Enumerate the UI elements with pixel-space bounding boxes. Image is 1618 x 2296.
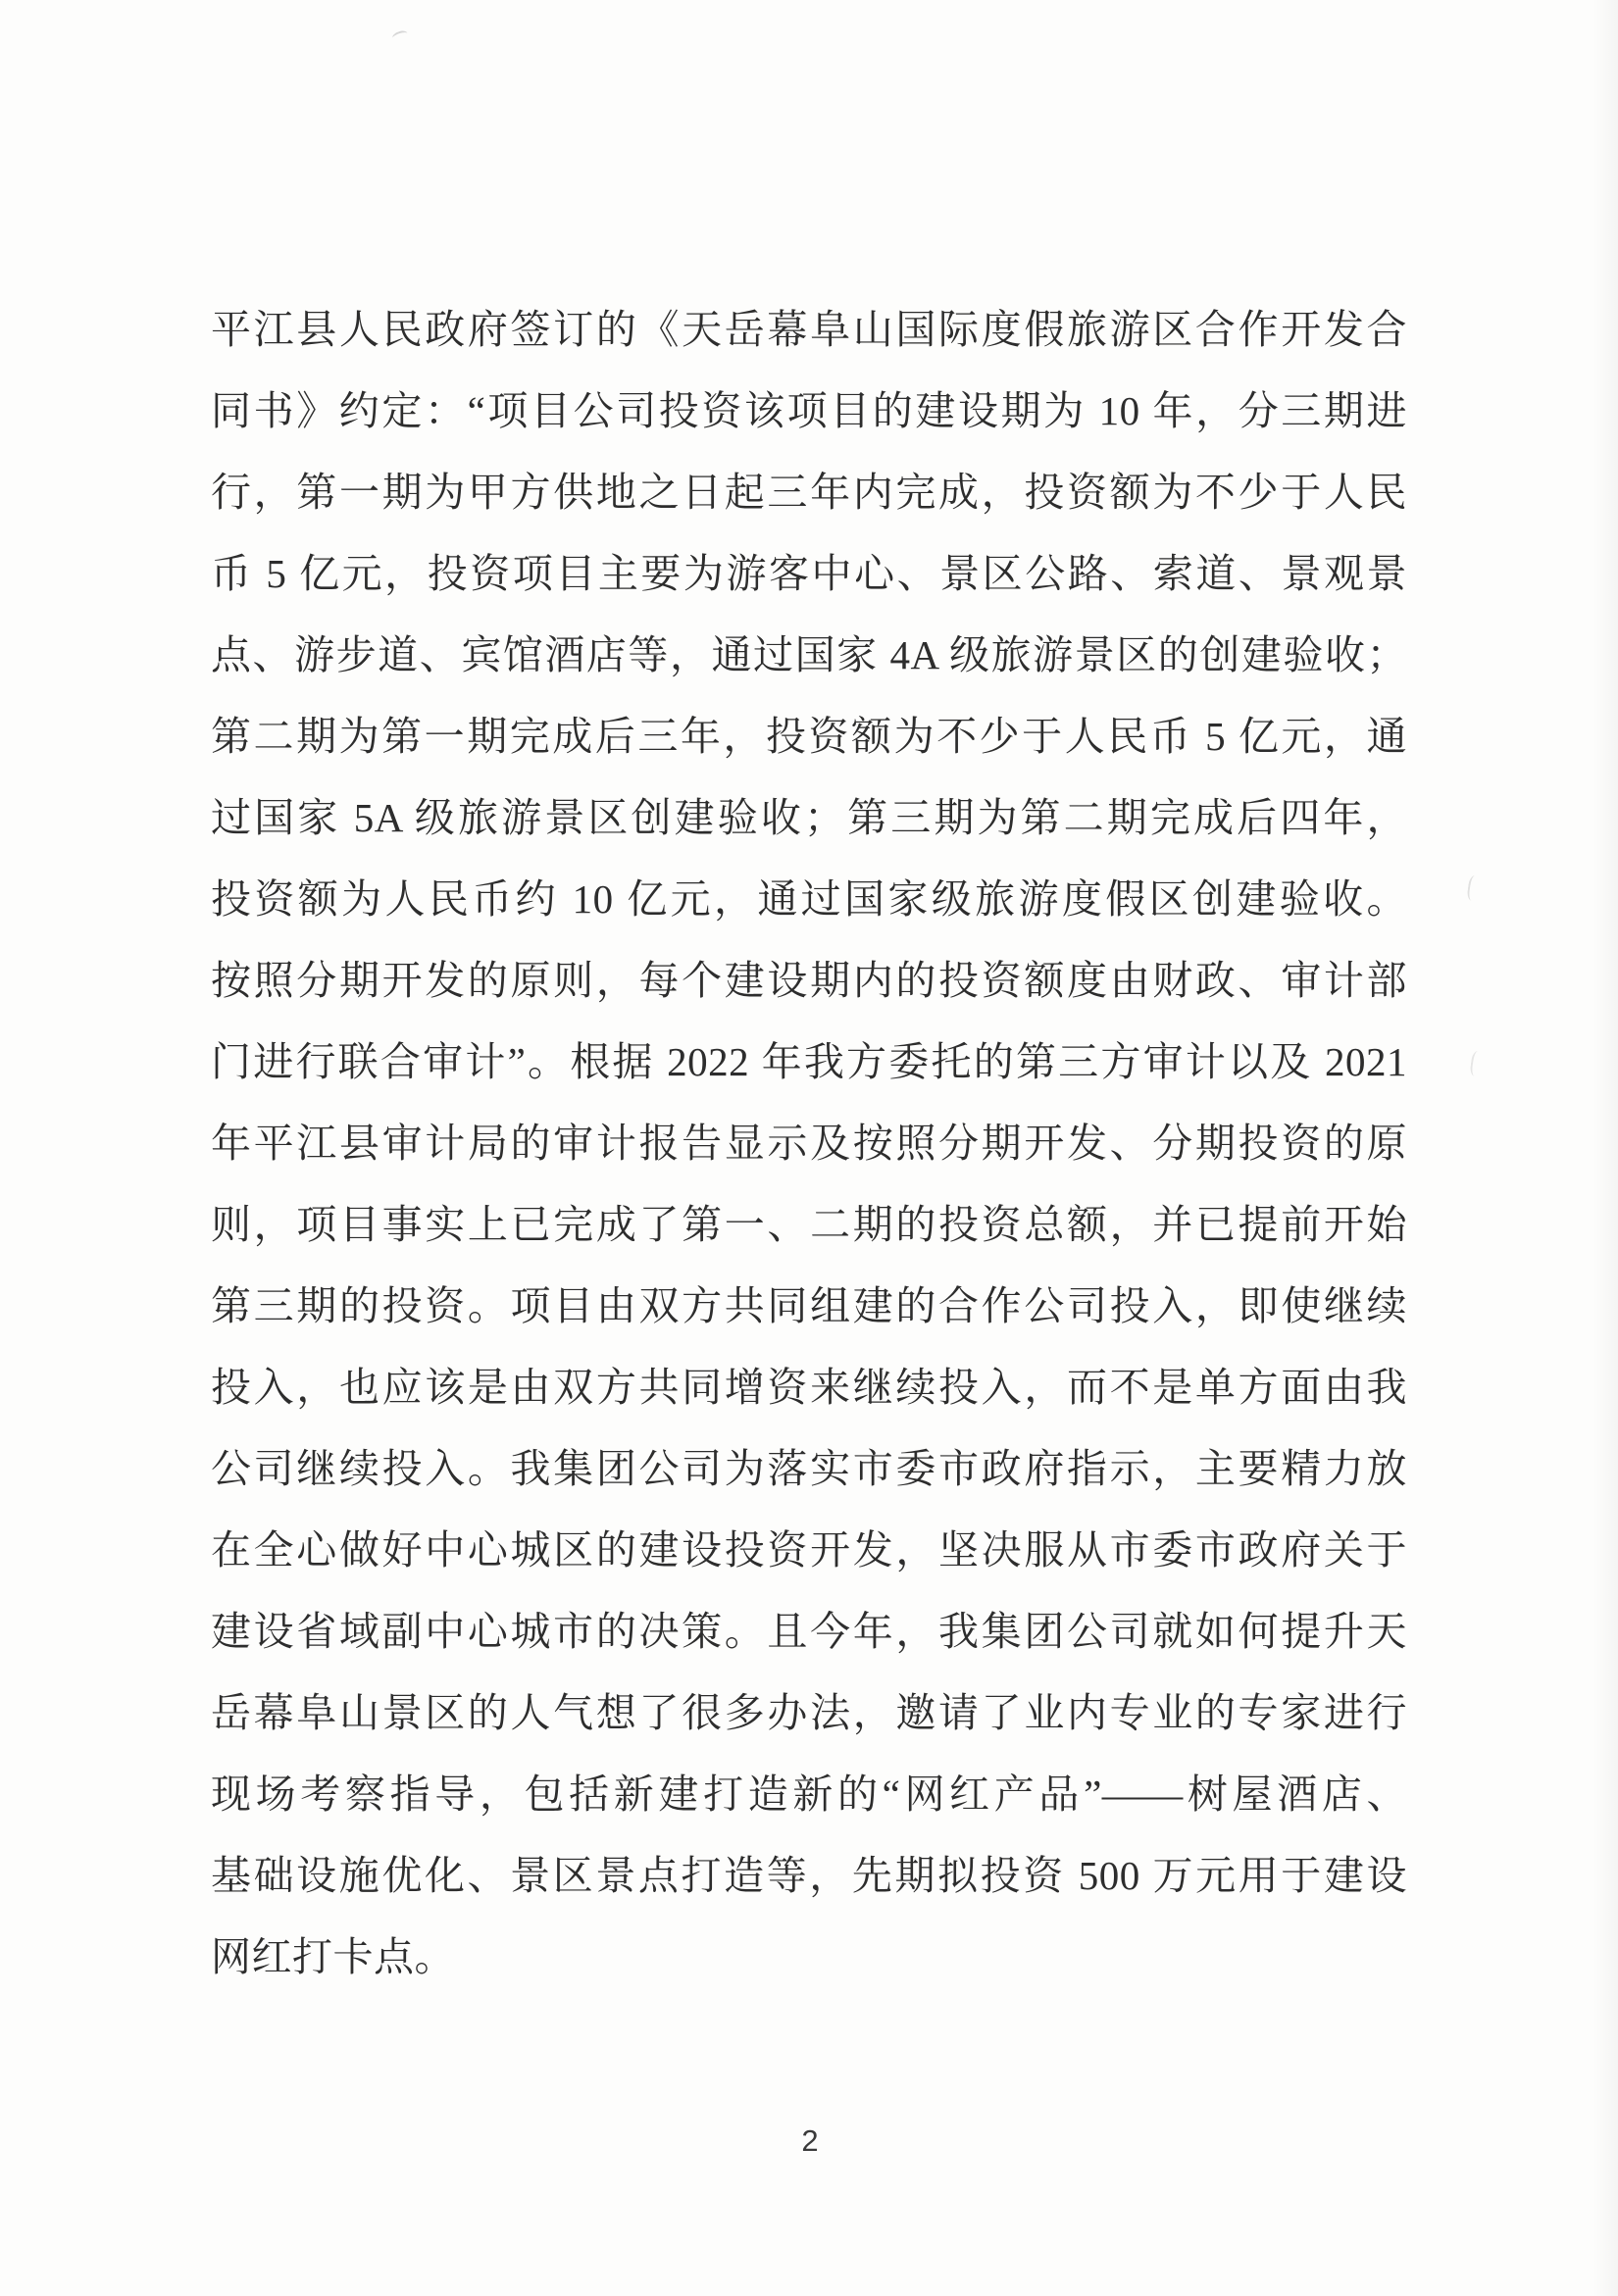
text-line: 投资额为人民币约 10 亿元，通过国家级旅游度假区创建验收。 [211,876,1407,922]
text-line: 网红打卡点。 [211,1934,455,1979]
text-line: 点、游步道、宾馆酒店等，通过国家 4A 级旅游景区的创建验收； [211,632,1407,677]
scan-edge-shade [1593,0,1618,2296]
text-line: 门进行联合审计”。根据 2022 年我方委托的第三方审计以及 2021 [211,1039,1407,1084]
text-line: 现场考察指导，包括新建打造新的“网红产品”——树屋酒店、 [211,1772,1407,1817]
text-line: 币 5 亿元，投资项目主要为游客中心、景区公路、索道、景观景 [211,551,1407,596]
text-line: 行，第一期为甲方供地之日起三年内完成，投资额为不少于人民 [211,470,1407,515]
page-number: 2 [801,2123,819,2158]
text-line: 基础设施优化、景区景点打造等，先期拟投资 500 万元用于建设 [211,1853,1407,1898]
text-line: 按照分期开发的原则，每个建设期内的投资额度由财政、审计部 [211,958,1407,1003]
text-line: 同书》约定：“项目公司投资该项目的建设期为 10 年，分三期进 [211,388,1407,433]
text-line: 第二期为第一期完成后三年，投资额为不少于人民币 5 亿元，通 [211,714,1407,759]
text-line: 在全心做好中心城区的建设投资开发，坚决服从市委市政府关于 [211,1527,1407,1572]
text-line: 则，项目事实上已完成了第一、二期的投资总额，并已提前开始 [211,1202,1407,1247]
scan-artifact [1466,874,1481,901]
scan-artifact [391,29,409,43]
text-line: 投入，也应该是由双方共同增资来继续投入，而不是单方面由我 [211,1365,1407,1410]
text-line: 第三期的投资。项目由双方共同组建的合作公司投入，即使继续 [211,1283,1407,1328]
text-line: 平江县人民政府签订的《天岳幕阜山国际度假旅游区合作开发合 [211,307,1407,352]
text-line: 公司继续投入。我集团公司为落实市委市政府指示，主要精力放 [211,1446,1407,1491]
text-line: 建设省域副中心城市的决策。且今年，我集团公司就如何提升天 [211,1609,1407,1654]
text-line: 过国家 5A 级旅游景区创建验收；第三期为第二期完成后四年， [211,795,1407,840]
text-line: 年平江县审计局的审计报告显示及按照分期开发、分期投资的原 [211,1121,1407,1166]
text-line: 岳幕阜山景区的人气想了很多办法，邀请了业内专业的专家进行 [211,1690,1407,1735]
paragraph [211,289,1407,1998]
scan-artifact [1469,1050,1484,1076]
